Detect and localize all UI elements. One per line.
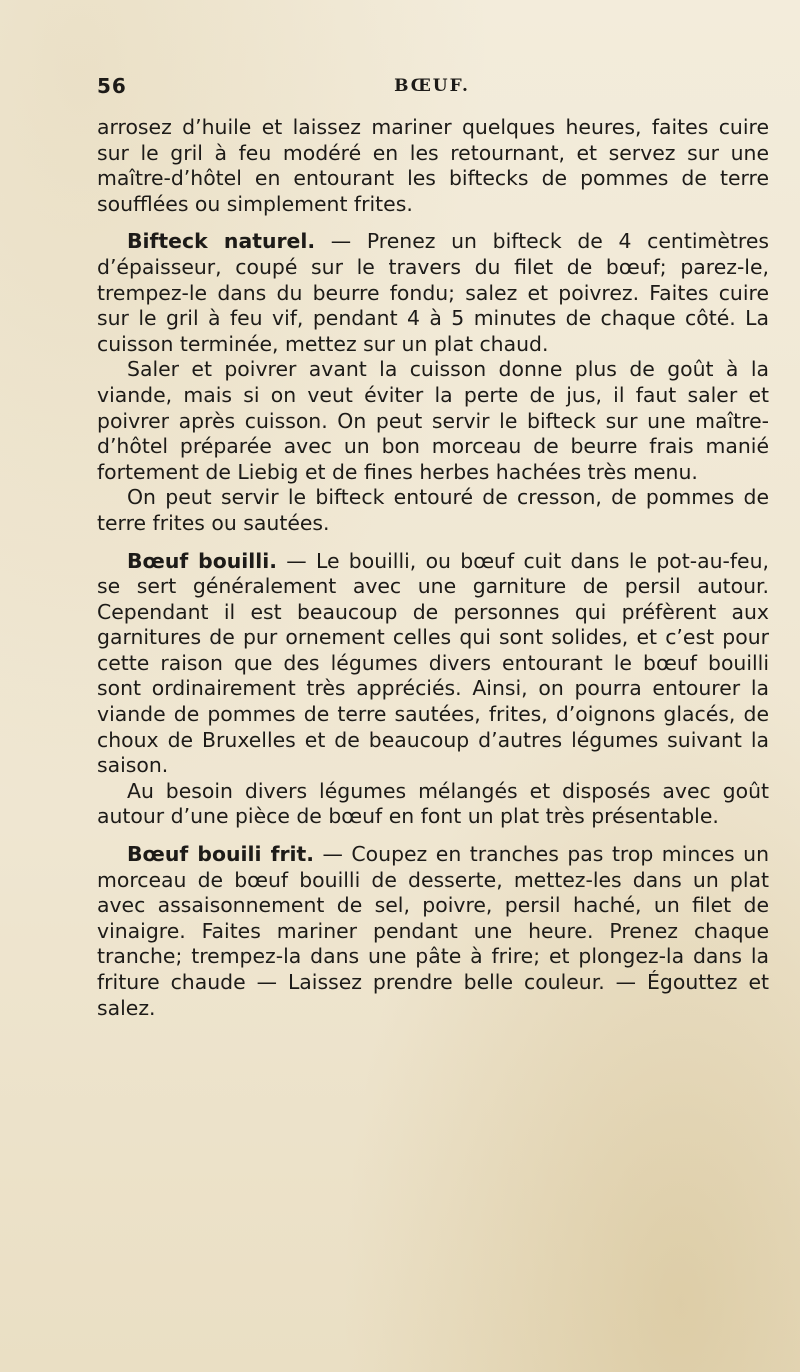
page-number: 56 (97, 74, 127, 98)
paragraph-text: Au besoin divers légumes mélangés et disposés avec goût autour d’une pièce de bœuf en font un plat très présentable. (97, 778, 769, 829)
paragraph-text: On peut servir le bifteck entouré de cresson, de pommes de terre frites ou sautées. (97, 485, 769, 535)
paragraph-text: Saler et poivrer avant la cuisson donne plus de goût à la viande, mais si on veut éviter la perte de jus, il faut saler et poivrer après cuisson. On peut servir le bifteck sur une maître-d’hôtel préparée avec un bon morceau de beurre frais manié fortement de Liebig et de fines herbes hachées très menu. (97, 357, 769, 484)
paragraph-text: arrosez d’huile et laissez mariner quelques heures, faites cuire sur le gril à feu modéré en les retournant, et servez sur une maître-d’hôtel en entourant les biftecks de pommes de terre soufflées ou simplement frites. (97, 115, 769, 216)
recipe-boeuf-bouilli (97, 549, 769, 779)
paragraph-text: — Le bouilli, ou bœuf cuit dans le pot-au-feu, se sert généralement avec une garniture de persil autour. Cependant il est beaucoup de personnes qui préfèrent aux garnitures de pur ornement celles qui sont solides, et c’est pour cette raison que des légumes divers entourant le bœuf bouilli sont ordinairement très appréciés. Ainsi, on pourra entourer la viande de pommes de terre sautées, frites, d’oignons glacés, de choux de Bruxelles et de beaucoup d’autres légumes suivant la saison. (97, 548, 769, 778)
recipe-boeuf-bouilli-frit (97, 842, 769, 1021)
running-head (97, 74, 767, 104)
recipe-heading: Bœuf bouilli. (127, 548, 277, 573)
paragraph (97, 357, 769, 485)
paragraph (97, 485, 769, 536)
paragraph-continuation (97, 115, 769, 217)
running-title: BŒUF. (394, 76, 470, 96)
paragraph (97, 779, 769, 830)
recipe-heading: Bœuf bouili frit. (127, 842, 315, 867)
paragraph-text: — Prenez un bifteck de 4 centimètres d’épaisseur, coupé sur le travers du filet de bœuf; parez-le, trempez-le dans du beurre fondu; salez et poivrez. Faites cuire sur le gril à feu vif, pendant 4 à 5 minutes de chaque côté. La cuisson terminée, mettez sur un plat chaud. (97, 229, 769, 356)
body-text (97, 115, 769, 1021)
paragraph-text: — Coupez en tranches pas trop minces un morceau de bœuf bouilli de desserte, mettez-les dans un plat avec assaisonnement de sel, poivre, persil haché, un filet de vinaigre. Faites mariner pendant une heure. Prenez chaque tranche; trempez-la dans une pâte à frire; et plongez-la dans la friture chaude — Laissez prendre belle couleur. — Égouttez et salez. (97, 842, 769, 1020)
recipe-bifteck-naturel (97, 229, 769, 357)
recipe-heading: Bifteck naturel. (127, 229, 316, 254)
